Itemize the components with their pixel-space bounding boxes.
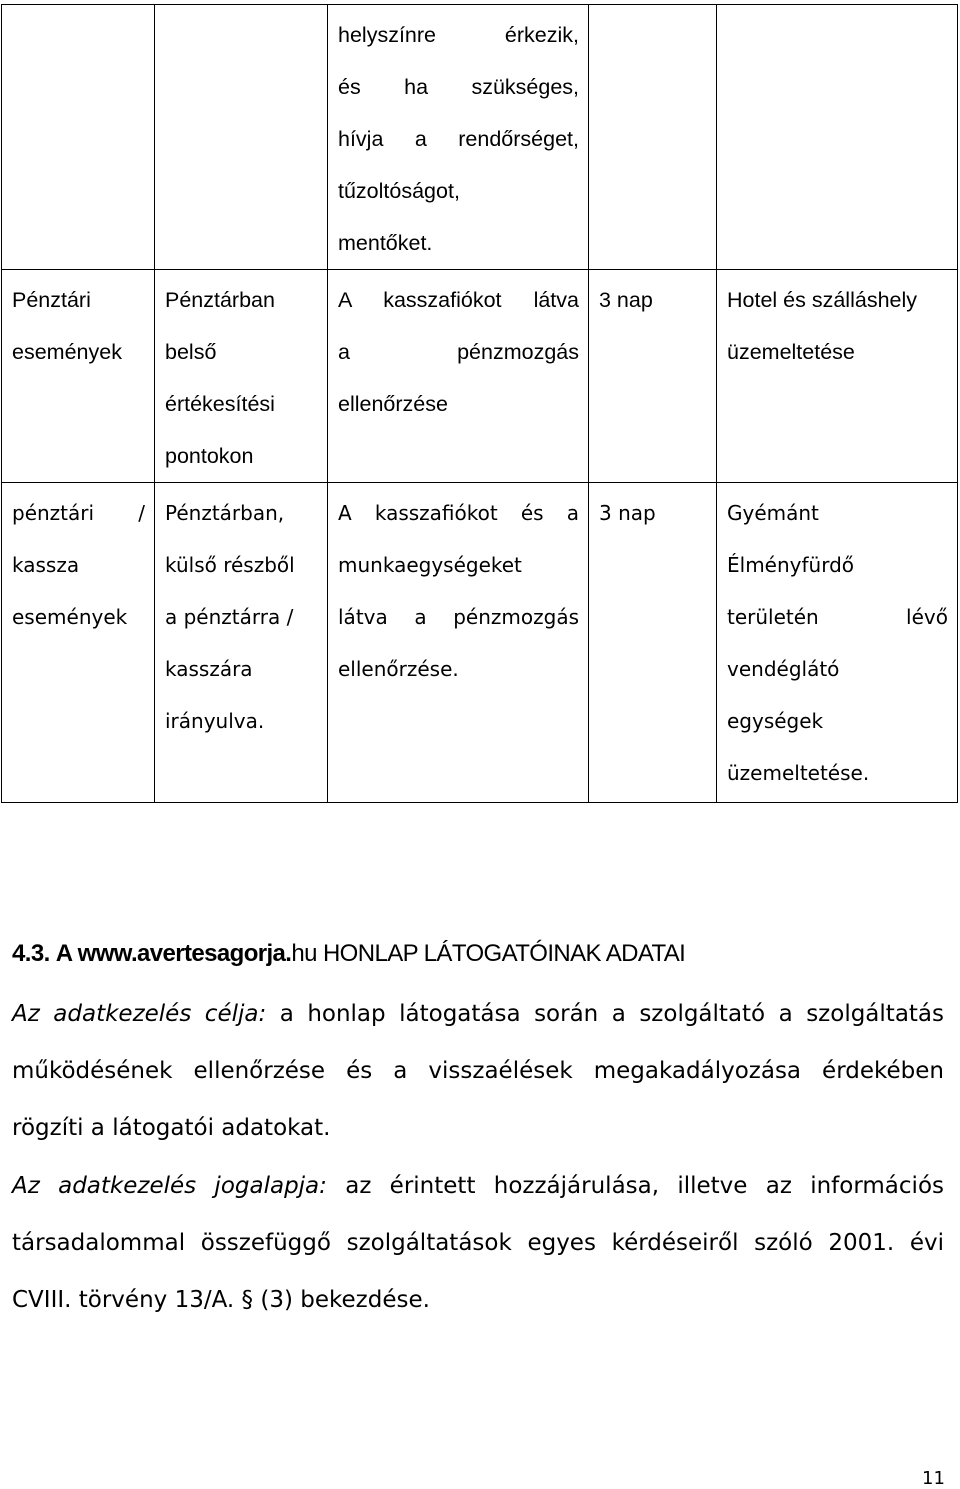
cell-line: a pénztárra / [165,605,294,629]
cell-description [328,5,589,270]
cell-event [2,483,155,803]
cell-line: tűzoltóságot, [338,179,460,203]
cell-line: A kasszafiókot látva [338,288,579,312]
cell-description [328,483,589,803]
cell-line: mentőket. [338,231,433,255]
paragraph-line [12,986,944,1043]
cell-line: pénztári / [12,501,145,525]
cell-scope [717,5,958,270]
cell-line: hívja a rendőrséget, [338,127,579,151]
cell-scope [717,483,958,803]
cell-duration [589,483,717,803]
paragraph-text: a honlap látogatása során a szolgáltató a szolgáltatás [279,1001,945,1027]
cell-line: vendéglátó [727,657,840,681]
cell-line: kasszára [165,657,253,681]
legal-basis-paragraph [12,1158,944,1329]
cell-line: külső részből [165,553,295,577]
cell-location [155,5,328,270]
cell-line: Pénztárban, [165,501,285,525]
cell-duration [589,5,717,270]
cell-line: munkaegységeket [338,553,522,577]
cell-line: Pénztárban [165,288,275,312]
cell-line: egységek [727,709,824,733]
cell-line: és ha szükséges, [338,75,579,99]
cell-event [2,5,155,270]
paragraph-line: működésének ellenőrzése és a visszaélések megakadályozása érdekében [12,1058,944,1084]
cell-line: ellenőrzése. [338,657,459,681]
table-row [2,5,958,270]
cell-line: Hotel és szálláshely [727,288,918,312]
paragraph-line: társadalommal összefüggő szolgáltatások egyes kérdéseiről szóló 2001. évi [12,1230,944,1256]
section-number: 4.3. [12,940,50,967]
cell-line: helyszínre érkezik, [338,23,579,47]
cell-line: Gyémánt [727,501,819,525]
section-title-rest: hu HONLAP LÁTOGATÓINAK ADATAI [291,940,686,967]
cell-line: pontokon [165,444,254,468]
cell-line: üzemeltetése. [727,761,870,785]
data-processing-table [1,4,958,803]
paragraph-line: CVIII. törvény 13/A. § (3) bekezdése. [12,1287,430,1313]
cell-line: A kasszafiókot és a [338,501,579,525]
cell-duration [589,270,717,483]
paragraph-line: rögzíti a látogatói adatokat. [12,1115,331,1141]
cell-line: ellenőrzése [338,392,448,416]
cell-line: 3 nap [599,501,656,525]
cell-location [155,270,328,483]
section-heading [12,940,685,968]
cell-line: események [12,340,122,364]
cell-line: látva a pénzmozgás [338,605,579,629]
cell-description [328,270,589,483]
cell-line: Pénztári [12,288,91,312]
cell-line: Élményfürdő [727,553,855,577]
paragraph-label: Az adatkezelés célja: [12,1001,267,1027]
paragraph-line [12,1158,944,1215]
purpose-paragraph [12,986,944,1157]
cell-line: területén lévő [727,605,948,629]
cell-line: a pénzmozgás [338,340,579,364]
cell-location [155,483,328,803]
cell-line: 3 nap [599,288,653,312]
cell-line: események [12,605,128,629]
paragraph-label: Az adatkezelés jogalapja: [12,1173,327,1199]
cell-scope [717,270,958,483]
paragraph-text: az érintett hozzájárulása, illetve az információs [345,1173,944,1199]
cell-line: irányulva. [165,709,265,733]
cell-line: belső [165,340,217,364]
table-row [2,270,958,483]
table-row [2,483,958,803]
cell-line: értékesítési [165,392,275,416]
cell-line: üzemeltetése [727,340,855,364]
cell-line: kassza [12,553,80,577]
cell-event [2,270,155,483]
section-title-bold: A www.avertesagorja. [55,940,292,967]
page-number: 11 [922,1468,945,1489]
